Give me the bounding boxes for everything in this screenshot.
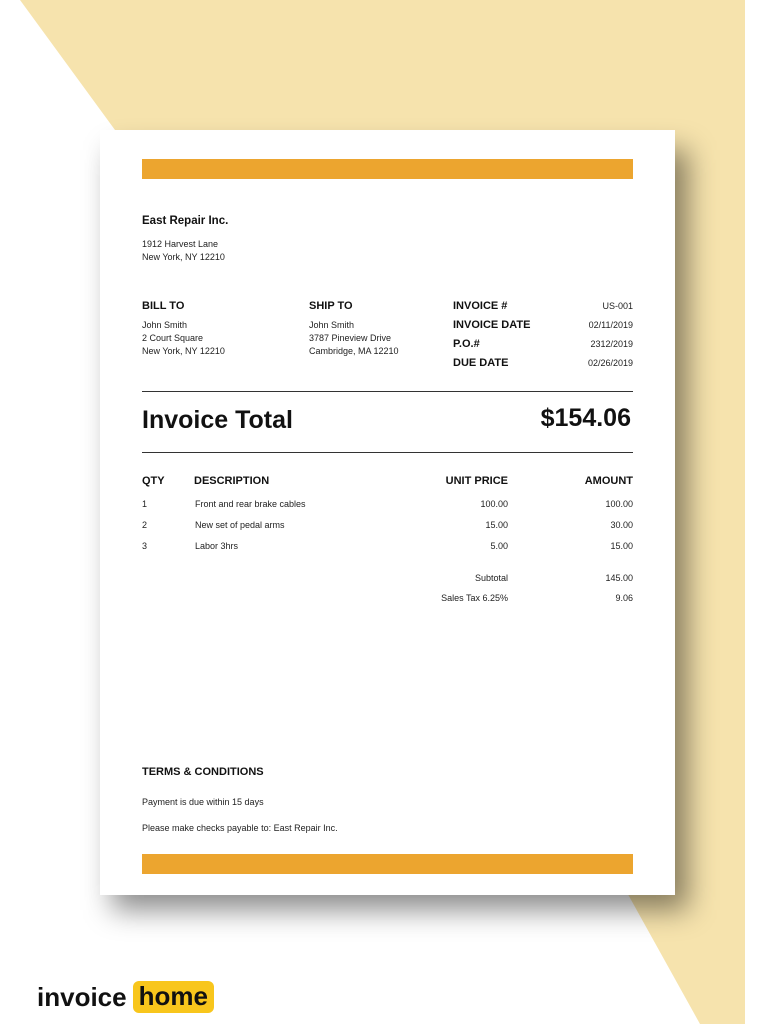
due-date-value: 02/26/2019 — [587, 358, 633, 368]
ship-to-name: John Smith — [309, 320, 355, 330]
row-qty: 3 — [142, 541, 148, 551]
bill-to-line2: New York, NY 12210 — [142, 346, 225, 356]
invoice-home-logo — [37, 980, 214, 1014]
po-number-value: 2312/2019 — [590, 339, 633, 349]
row-description: New set of pedal arms — [195, 520, 285, 530]
terms-heading: TERMS & CONDITIONS — [142, 766, 264, 778]
due-date-label: DUE DATE — [453, 357, 509, 369]
row-qty: 1 — [142, 499, 148, 509]
col-header-qty: QTY — [142, 475, 165, 487]
row-unit-price: 5.00 — [490, 541, 508, 551]
bill-to-heading: BILL TO — [142, 300, 185, 312]
po-number-label: P.O.# — [453, 338, 480, 350]
row-amount: 15.00 — [610, 541, 633, 551]
subtotal-label: Subtotal — [474, 573, 508, 583]
invoice-number-value: US-001 — [602, 301, 633, 311]
invoice-date-label: INVOICE DATE — [453, 319, 531, 331]
subtotal-value: 145.00 — [605, 573, 633, 583]
row-qty: 2 — [142, 520, 148, 530]
divider-top — [142, 391, 633, 392]
row-unit-price: 100.00 — [480, 499, 508, 509]
logo-word-invoice: invoice — [37, 981, 127, 1012]
bill-to-line1: 2 Court Square — [142, 333, 204, 343]
ship-to-line2: Cambridge, MA 12210 — [309, 346, 399, 356]
company-address-line1: 1912 Harvest Lane — [142, 239, 219, 249]
row-description: Front and rear brake cables — [195, 499, 306, 509]
terms-line2: Please make checks payable to: East Repair Inc. — [142, 823, 338, 833]
bottom-accent-bar — [142, 854, 633, 874]
divider-bottom — [142, 452, 633, 453]
col-header-amount: AMOUNT — [584, 475, 633, 487]
row-description: Labor 3hrs — [195, 541, 239, 551]
bill-to-name: John Smith — [142, 320, 188, 330]
row-amount: 100.00 — [605, 499, 633, 509]
top-accent-bar — [142, 159, 633, 179]
ship-to-line1: 3787 Pineview Drive — [309, 333, 392, 343]
invoice-date-value: 02/11/2019 — [588, 320, 633, 330]
terms-line1: Payment is due within 15 days — [142, 797, 264, 807]
invoice-total-value: $154.06 — [540, 404, 631, 432]
company-name: East Repair Inc. — [142, 215, 229, 227]
logo-word-home: home — [133, 981, 214, 1013]
col-header-unit-price: UNIT PRICE — [445, 475, 508, 487]
row-amount: 30.00 — [610, 520, 633, 530]
sales-tax-label: Sales Tax 6.25% — [441, 593, 508, 603]
col-header-description: DESCRIPTION — [194, 475, 270, 487]
invoice-page — [100, 130, 675, 895]
company-address-line2: New York, NY 12210 — [142, 252, 225, 262]
sales-tax-value: 9.06 — [615, 593, 633, 603]
invoice-number-label: INVOICE # — [453, 300, 508, 312]
invoice-total-label: Invoice Total — [142, 406, 293, 434]
ship-to-heading: SHIP TO — [309, 300, 353, 312]
row-unit-price: 15.00 — [485, 520, 508, 530]
